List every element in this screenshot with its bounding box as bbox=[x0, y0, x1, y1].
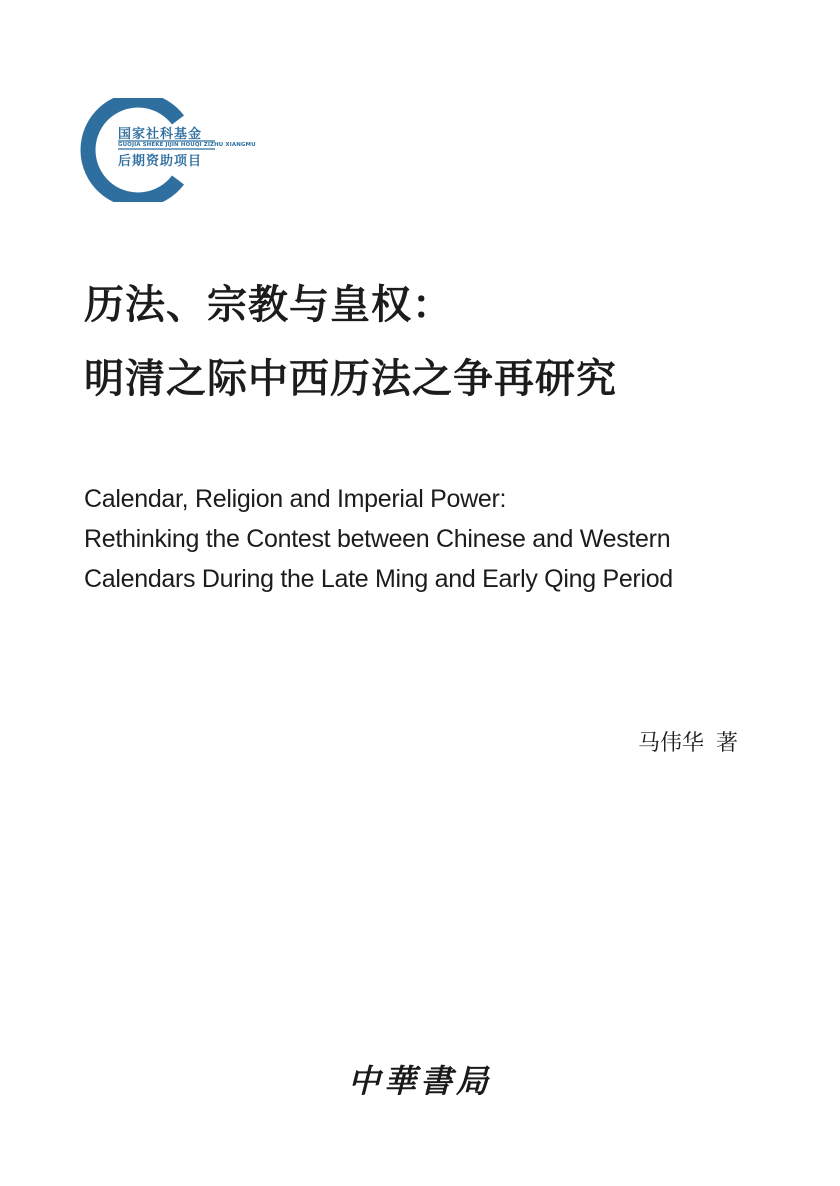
author-name: 马伟华 bbox=[637, 731, 704, 756]
author-credit bbox=[638, 726, 738, 757]
english-title bbox=[84, 479, 804, 599]
publisher-name: 中華書局 bbox=[347, 1062, 492, 1100]
english-title-line-2: Rethinking the Contest between Chinese and Western bbox=[84, 525, 671, 553]
english-title-line-1: Calendar, Religion and Imperial Power: bbox=[84, 485, 507, 513]
chinese-title-line-1: 历法、宗教与皇权： bbox=[84, 281, 453, 328]
author-role: 著 bbox=[715, 731, 738, 756]
fund-emblem-logo bbox=[78, 98, 256, 202]
emblem-line-2: GUOJIA SHEKE JIJIN HOUQI ZIZHU XIANGMU bbox=[118, 142, 256, 148]
english-title-line-3: Calendars During the Late Ming and Early Qing Period bbox=[84, 565, 673, 593]
emblem-line-3: 后期资助项目 bbox=[118, 154, 203, 169]
chinese-title-line-2: 明清之际中西历法之争再研究 bbox=[84, 355, 617, 402]
emblem-line-1: 国家社科基金 bbox=[118, 127, 203, 142]
chinese-title bbox=[84, 268, 784, 416]
